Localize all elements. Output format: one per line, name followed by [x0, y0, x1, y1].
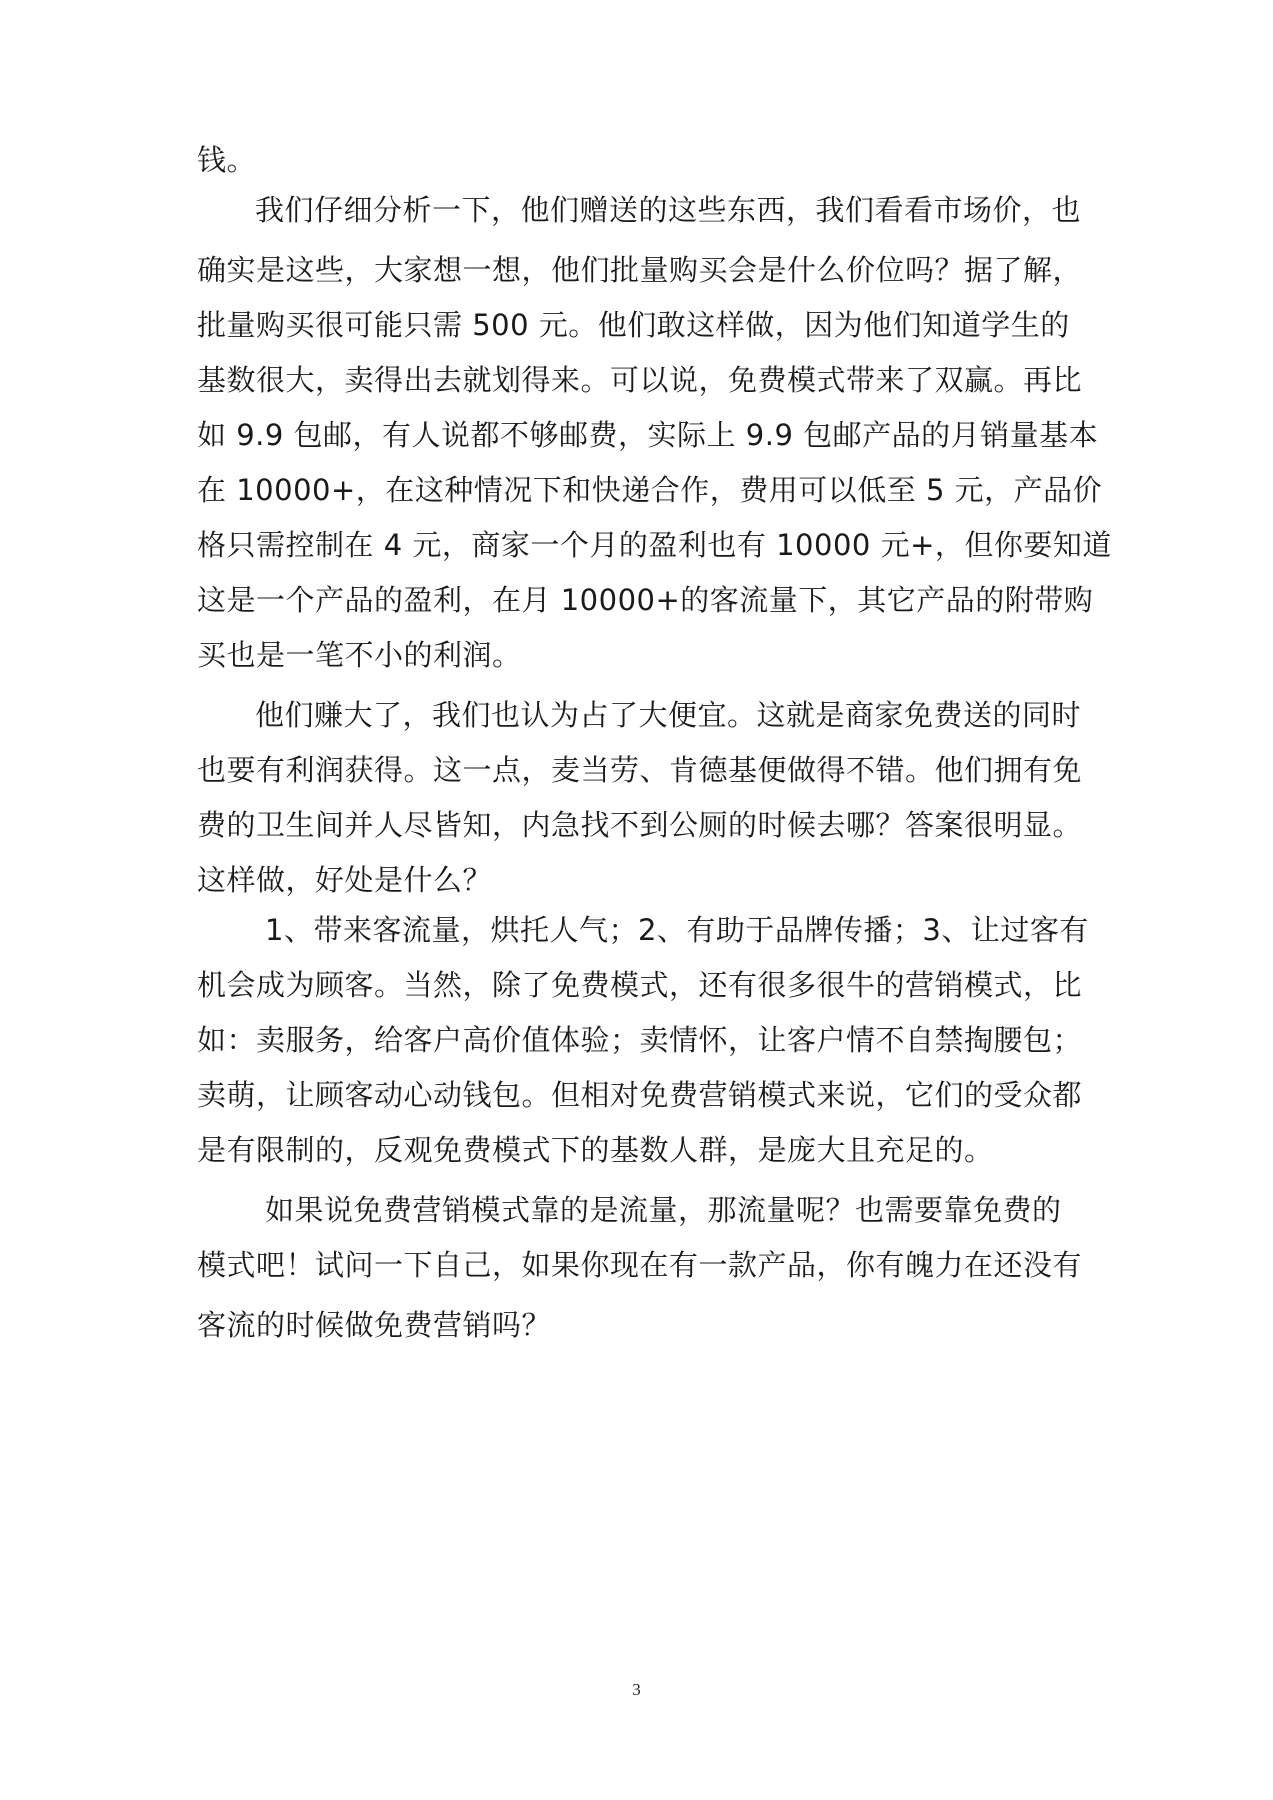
- text-line: 基数很大，卖得出去就划得来。可以说，免费模式带来了双赢。再比: [197, 363, 1083, 397]
- text-line: 这样做，好处是什么？: [197, 863, 493, 897]
- text-line: 格只需控制在 4 元，商家一个月的盈利也有 10000 元+，但你要知道: [197, 528, 1112, 562]
- text-line: 是有限制的，反观免费模式下的基数人群，是庞大且充足的。: [197, 1133, 994, 1167]
- text-line: 我们仔细分析一下，他们赠送的这些东西，我们看看市场价，也: [255, 193, 1082, 227]
- text-line: 如 9.9 包邮，有人说都不够邮费，实际上 9.9 包邮产品的月销量基本: [197, 418, 1099, 452]
- text-line: 钱。: [197, 143, 257, 177]
- text-line: 买也是一笔不小的利润。: [197, 638, 522, 672]
- text-line: 也要有利润获得。这一点，麦当劳、肯德基便做得不错。他们拥有免: [197, 753, 1083, 787]
- text-line: 模式吧！试问一下自己，如果你现在有一款产品，你有魄力在还没有: [197, 1248, 1083, 1282]
- text-line: 1、带来客流量，烘托人气；2、有助于品牌传播；3、让过客有: [265, 913, 1089, 947]
- text-line: 确实是这些，大家想一想，他们批量购买会是什么价位吗？据了解，: [197, 253, 1083, 287]
- text-line: 机会成为顾客。当然，除了免费模式，还有很多很牛的营销模式，比: [197, 968, 1083, 1002]
- text-line: 费的卫生间并人尽皆知，内急找不到公厕的时候去哪？答案很明显。: [197, 808, 1083, 842]
- text-line: 如果说免费营销模式靠的是流量，那流量呢？也需要靠免费的: [265, 1193, 1062, 1227]
- text-line: 客流的时候做免费营销吗？: [197, 1308, 552, 1342]
- text-line: 批量购买很可能只需 500 元。他们敢这样做，因为他们知道学生的: [197, 308, 1070, 342]
- text-line: 在 10000+，在这种情况下和快递合作，费用可以低至 5 元，产品价: [197, 473, 1103, 507]
- text-line: 这是一个产品的盈利，在月 10000+的客流量下，其它产品的附带购: [197, 583, 1094, 617]
- text-line: 他们赚大了，我们也认为占了大便宜。这就是商家免费送的同时: [255, 698, 1082, 732]
- text-line: 如：卖服务，给客户高价值体验；卖情怀，让客户情不自禁掏腰包；: [197, 1023, 1083, 1057]
- page-number: 3: [632, 1680, 641, 1699]
- text-line: 卖萌，让顾客动心动钱包。但相对免费营销模式来说，它们的受众都: [197, 1078, 1083, 1112]
